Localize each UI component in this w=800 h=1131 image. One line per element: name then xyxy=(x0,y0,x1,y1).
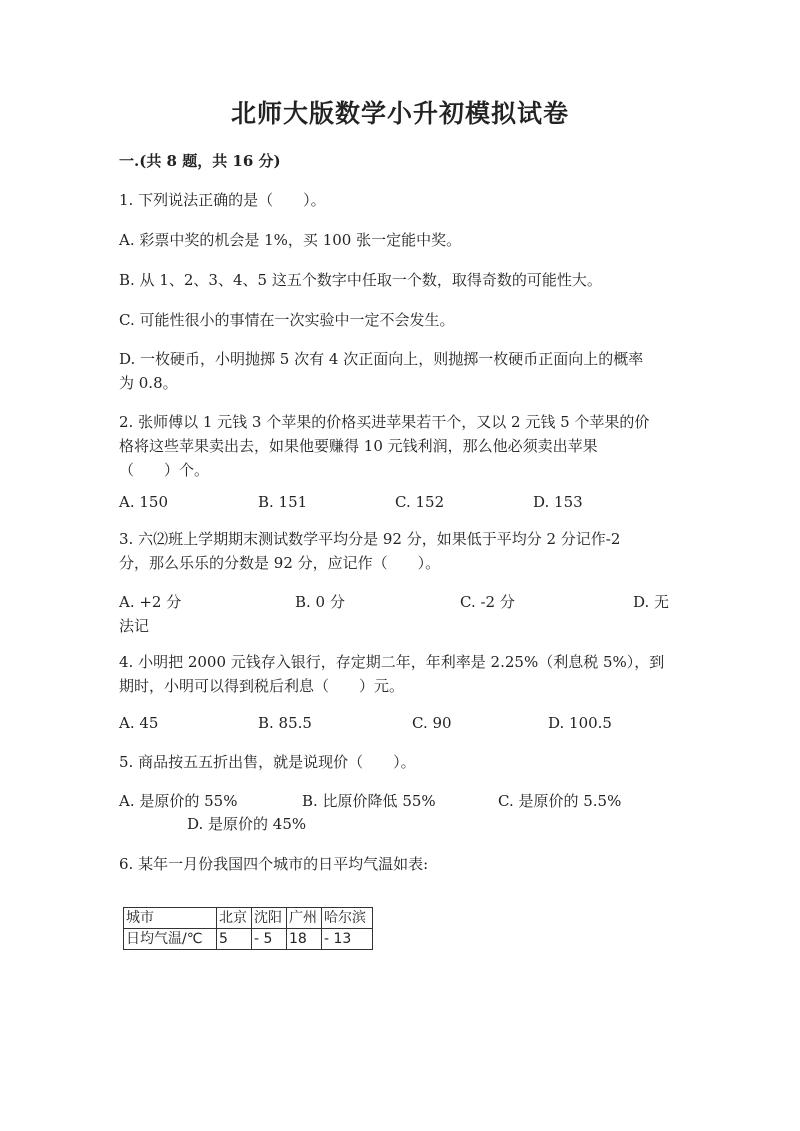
question-5-stem: 5. 商品按五五折出售，就是说现价（ ）。 xyxy=(119,753,416,771)
question-2-stem-line1: 2. 张师傅以 1 元钱 3 个苹果的价格买进苹果若干个，又以 2 元钱 5 个苹果的价 xyxy=(119,413,650,431)
question-1-option-b: B. 从 1、2、3、4、5 这五个数字中任取一个数，取得奇数的可能性大。 xyxy=(119,271,602,289)
question-3-option-b: B. 0 分 xyxy=(295,593,345,611)
question-1-option-d-line1: D. 一枚硬币，小明抛掷 5 次有 4 次正面向上，则抛掷一枚硬币正面向上的概率 xyxy=(119,350,644,368)
question-2-option-c: C. 152 xyxy=(395,493,445,511)
question-2-option-a: A. 150 xyxy=(119,493,168,511)
question-1-stem: 1. 下列说法正确的是（ ）。 xyxy=(119,191,326,209)
question-3-option-c: C. -2 分 xyxy=(460,593,515,611)
table-row xyxy=(124,929,373,950)
question-3-stem-line1: 3. 六⑵班上学期期末测试数学平均分是 92 分，如果低于平均分 2 分记作-2 xyxy=(119,530,621,548)
question-1-option-a: A. 彩票中奖的机会是 1%，买 100 张一定能中奖。 xyxy=(119,231,462,249)
question-4-stem-line2: 期时，小明可以得到税后利息（ ）元。 xyxy=(119,677,405,695)
question-3-stem-line2: 分，那么乐乐的分数是 92 分，应记作（ ）。 xyxy=(119,554,441,572)
question-4-option-d: D. 100.5 xyxy=(548,714,612,732)
page-title: 北师大版数学小升初模拟试卷 xyxy=(230,99,569,128)
question-4-option-b: B. 85.5 xyxy=(258,714,312,732)
question-4-option-a: A. 45 xyxy=(119,714,159,732)
table-cell: - 13 xyxy=(322,929,373,950)
table-cell: 哈尔滨 xyxy=(322,908,373,929)
question-1-option-d-line2: 为 0.8。 xyxy=(119,374,178,392)
question-2-stem-line3: （ ）个。 xyxy=(119,461,210,479)
temperature-table xyxy=(123,907,373,950)
table-cell: 北京 xyxy=(217,908,252,929)
question-1-option-c: C. 可能性很小的事情在一次实验中一定不会发生。 xyxy=(119,311,455,329)
table-cell: 沈阳 xyxy=(252,908,287,929)
table-cell: 18 xyxy=(287,929,322,950)
table-cell: 广州 xyxy=(287,908,322,929)
question-4-option-c: C. 90 xyxy=(412,714,452,732)
question-3-option-a: A. +2 分 xyxy=(119,593,182,611)
table-cell: 城市 xyxy=(124,908,217,929)
table-cell: 5 xyxy=(217,929,252,950)
question-3-option-d-line2: 法记 xyxy=(119,617,150,635)
question-4-stem-line1: 4. 小明把 2000 元钱存入银行，存定期二年，年利率是 2.25%（利息税 5%），到 xyxy=(119,653,665,671)
section-heading: 一.(共 8 题，共 16 分) xyxy=(119,152,281,170)
question-2-option-d: D. 153 xyxy=(533,493,583,511)
question-2-option-b: B. 151 xyxy=(258,493,308,511)
table-row xyxy=(124,908,373,929)
question-6-stem: 6. 某年一月份我国四个城市的日平均气温如表: xyxy=(119,855,429,873)
table-cell: 日均气温/℃ xyxy=(124,929,217,950)
question-3-option-d-line1: D. 无 xyxy=(633,593,670,611)
question-5-option-c: C. 是原价的 5.5% xyxy=(498,792,622,810)
question-5-option-b: B. 比原价降低 55% xyxy=(302,792,436,810)
question-5-option-d: D. 是原价的 45% xyxy=(187,815,307,833)
question-5-option-a: A. 是原价的 55% xyxy=(119,792,238,810)
question-2-stem-line2: 格将这些苹果卖出去，如果他要赚得 10 元钱利润，那么他必须卖出苹果 xyxy=(119,437,598,455)
table-cell: - 5 xyxy=(252,929,287,950)
